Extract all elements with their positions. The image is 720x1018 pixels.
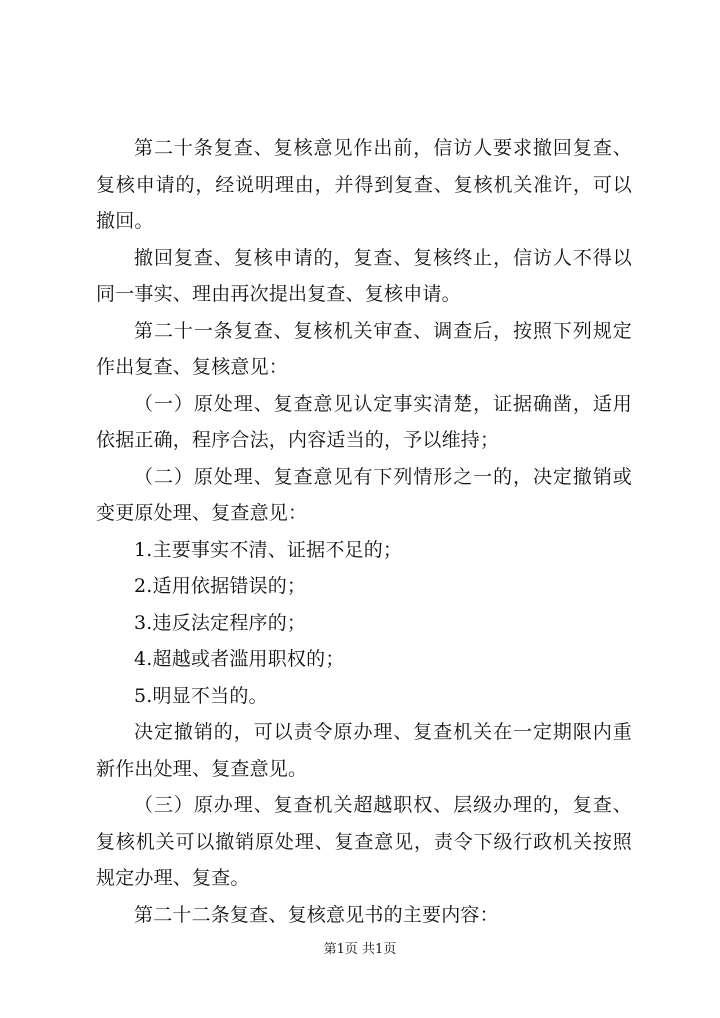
list-item-3: 3.违反法定程序的； [134, 611, 307, 634]
document-body [96, 130, 632, 933]
page-footer: 第1页 共1页 [323, 942, 397, 957]
paragraph-article-21: 第二十一条复查、复核机关审查、调查后，按照下列规定作出复查、复核意见： [96, 319, 632, 378]
list-item-5: 5.明显不当的。 [134, 684, 268, 707]
paragraph-item-1: （一）原处理、复查意见认定事实清楚，证据确凿，适用依据正确，程序合法，内容适当的，予以维持； [96, 392, 632, 451]
list-item-1: 1.主要事实不清、证据不足的； [134, 538, 403, 561]
paragraph-withdrawal: 撤回复查、复核申请的，复查、复核终止，信访人不得以同一事实、理由再次提出复查、复核申请。 [96, 246, 632, 305]
paragraph-revoke-decision: 决定撤销的，可以责令原办理、复查机关在一定期限内重新作出处理、复查意见。 [96, 721, 632, 780]
paragraph-item-2: （二）原处理、复查意见有下列情形之一的，决定撤销或变更原处理、复查意见： [96, 465, 632, 524]
list-item-4: 4.超越或者滥用职权的； [134, 648, 345, 670]
list-item-2: 2.适用依据错误的； [134, 575, 307, 597]
paragraph-article-20: 第二十条复查、复核意见作出前，信访人要求撤回复查、复核申请的，经说明理由，并得到复查、复核机关准许，可以撤回。 [96, 137, 632, 232]
paragraph-item-3: （三）原办理、复查机关超越职权、层级办理的，复查、复核机关可以撤销原处理、复查意见，责令下级行政机关按照规定办理、复查。 [96, 794, 632, 889]
paragraph-article-22: 第二十二条复查、复核意见书的主要内容： [134, 903, 499, 926]
